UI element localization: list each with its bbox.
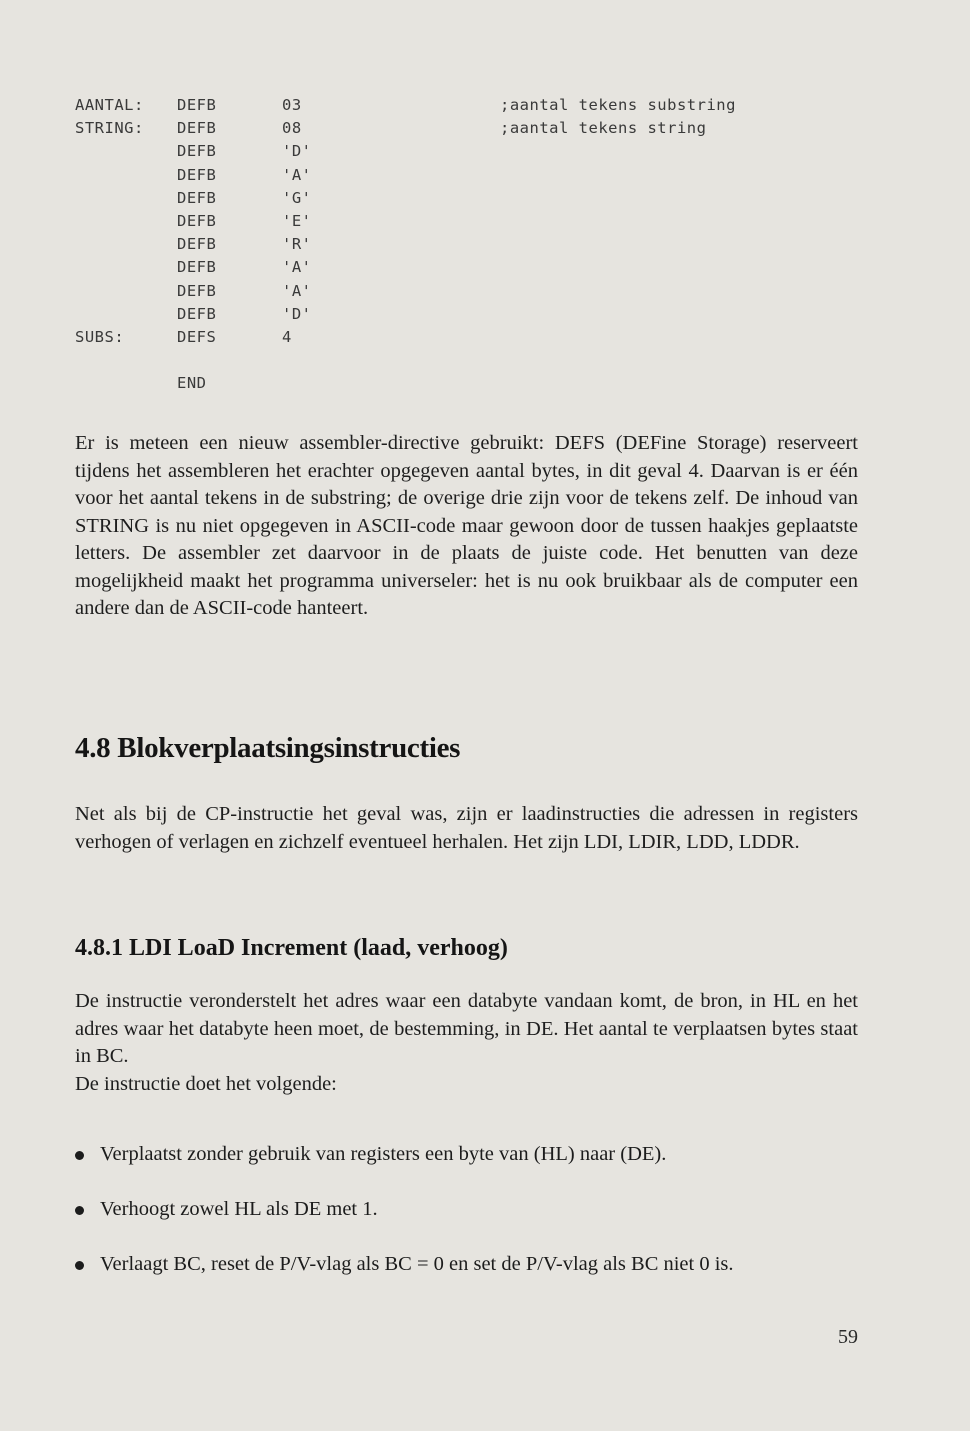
- code-label: STRING:: [75, 119, 144, 138]
- code-mnemonic: DEFB: [177, 142, 217, 161]
- code-operand: 08: [282, 119, 302, 138]
- paragraph-defs: [75, 430, 858, 623]
- paragraph-text: De instructie doet het volgende:: [75, 1072, 337, 1095]
- code-mnemonic: DEFB: [177, 119, 217, 138]
- page-number: 59: [838, 1326, 858, 1348]
- code-mnemonic: DEFB: [177, 211, 217, 230]
- code-mnemonic: DEFB: [177, 188, 217, 207]
- bullet-dot-icon: [75, 1206, 84, 1215]
- bullet-text: Verplaatst zonder gebruik van registers een byte van (HL) naar (DE).: [100, 1143, 667, 1165]
- code-mnemonic: DEFB: [177, 281, 217, 300]
- bullet-dot-icon: [75, 1261, 84, 1270]
- code-operand: 'A': [282, 165, 312, 184]
- code-label: SUBS:: [75, 327, 125, 346]
- code-label: AANTAL:: [75, 96, 144, 114]
- code-comment: ;aantal tekens substring: [500, 96, 736, 114]
- bullet-item: [75, 1251, 865, 1306]
- bullet-dot-icon: [75, 1151, 84, 1160]
- paragraph-text: Er is meteen een nieuw assembler-directive gebruikt: DEFS (DEFine Storage) reserveert tijdens het assembleren het erachter opgegeven aantal bytes, in dit geval 4. Daarvan is er één voor het aantal tekens in de substring; de overige drie zijn voor de tekens zelf. De inhoud van STRING is nu niet opgegeven in ASCII-code maar gewoon door de tussen haakjes geplaatste letters. De assembler zet daarvoor in de plaats de juiste code. Het benutten van deze mogelijkheid maakt het programma universeler: het is nu ook bruikbaar als de computer een andere dan de ASCII-code hanteert.: [75, 432, 858, 619]
- code-mnemonic: END: [177, 374, 207, 393]
- paragraph-intro-block: [75, 801, 858, 856]
- code-mnemonic: DEFB: [177, 235, 217, 254]
- bullet-list: [75, 1141, 865, 1306]
- bullet-text: Verlaagt BC, reset de P/V-vlag als BC = 0 en set de P/V-vlag als BC niet 0 is.: [100, 1253, 734, 1275]
- code-operand: 'R': [282, 235, 312, 254]
- code-mnemonic: DEFB: [177, 304, 217, 323]
- code-mnemonic: DEFB: [177, 258, 217, 277]
- code-operand: 'G': [282, 188, 312, 207]
- code-operand: 4: [282, 327, 292, 346]
- code-operand: 'D': [282, 304, 312, 323]
- bullet-item: [75, 1141, 865, 1196]
- code-operand: 'A': [282, 281, 312, 300]
- code-operand: 03: [282, 96, 302, 114]
- code-comment: ;aantal tekens string: [500, 119, 707, 138]
- paragraph-text: De instructie veronderstelt het adres waar een databyte vandaan komt, de bron, in HL en het adres waar het databyte heen moet, de bestemming, in DE. Het aantal te verplaatsen bytes staat in BC.: [75, 990, 858, 1067]
- code-mnemonic: DEFB: [177, 165, 217, 184]
- code-operand: 'D': [282, 142, 312, 161]
- section-heading: 4.8 Blokverplaatsingsinstructies: [75, 732, 461, 764]
- bullet-text: Verhoogt zowel HL als DE met 1.: [100, 1198, 378, 1220]
- code-operand: 'E': [282, 211, 312, 230]
- code-mnemonic: DEFB: [177, 96, 217, 114]
- paragraph-text: Net als bij de CP-instructie het geval was, zijn er laadinstructies die adressen in registers verhogen of verlagen en zichzelf eventueel herhalen. Het zijn LDI, LDIR, LDD, LDDR.: [75, 803, 858, 853]
- code-operand: 'A': [282, 258, 312, 277]
- code-mnemonic: DEFS: [177, 327, 217, 346]
- bullet-item: [75, 1196, 865, 1251]
- subsection-heading: 4.8.1 LDI LoaD Increment (laad, verhoog): [75, 935, 508, 961]
- paragraph-ldi: [75, 988, 858, 1098]
